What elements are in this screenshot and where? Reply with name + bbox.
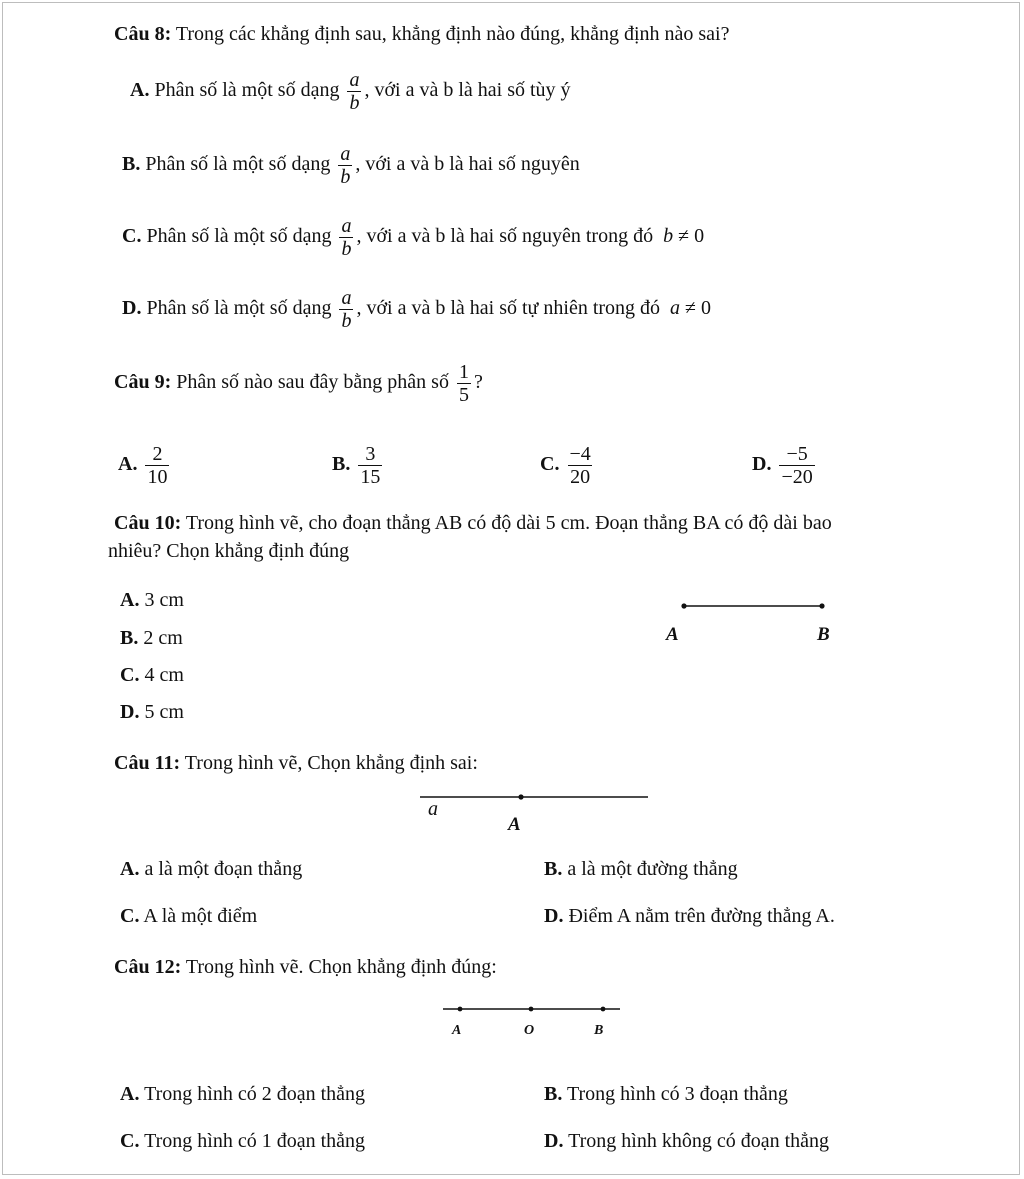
- point-a-label: A: [452, 1023, 462, 1038]
- condition-relation: ≠ 0: [678, 225, 705, 248]
- fraction-numerator: a: [341, 215, 352, 237]
- q12-option-b[interactable]: [544, 1082, 788, 1106]
- fraction-numerator: a: [340, 143, 351, 165]
- q11-option-d[interactable]: [544, 904, 835, 928]
- q12-question: [114, 955, 497, 979]
- q8-option-c-before: Phân số là một số dạng: [146, 225, 332, 248]
- point-o-label: O: [524, 1023, 535, 1038]
- fraction-denominator: b: [341, 238, 352, 260]
- point-b-dot: [601, 1007, 606, 1012]
- q10-text1: Trong hình vẽ, cho đoạn thẳng AB có độ dài 5 cm. Đoạn thẳng BA có độ dài bao: [185, 512, 832, 534]
- q12-option-d[interactable]: [544, 1129, 829, 1153]
- q10-option-d-text: 5 cm: [144, 701, 184, 723]
- fraction-numerator: −5: [786, 443, 808, 465]
- q12-option-a-text: Trong hình có 2 đoạn thẳng: [144, 1083, 366, 1105]
- point-b-label: B: [594, 1023, 604, 1038]
- point-o-dot: [529, 1007, 534, 1012]
- fraction-denominator: −20: [781, 466, 813, 488]
- q9-option-a-key: A.: [118, 453, 138, 476]
- q12-option-c[interactable]: [120, 1129, 365, 1153]
- fraction-numerator: a: [341, 287, 352, 309]
- q8-option-a-key: A.: [130, 79, 150, 102]
- fraction-denominator: b: [349, 92, 360, 114]
- q11-option-b-key: B.: [544, 858, 563, 880]
- condition-relation: ≠ 0: [685, 297, 712, 320]
- q8-text: Trong các khẳng định sau, khẳng định nào đúng, khẳng định nào sai?: [175, 23, 730, 45]
- fraction-denominator: b: [340, 166, 351, 188]
- q11-question: [114, 751, 478, 775]
- q10-label: Câu 10:: [114, 512, 182, 534]
- q9-text: Phân số nào sau đây bằng phân số: [176, 371, 449, 394]
- q8-option-b-after: , với a và b là hai số nguyên: [355, 153, 580, 176]
- fraction-numerator: 2: [152, 443, 163, 465]
- point-a-label: A: [666, 624, 679, 645]
- q8-option-a-before: Phân số là một số dạng: [154, 79, 340, 102]
- q12-option-c-key: C.: [120, 1130, 140, 1152]
- q9-label: Câu 9:: [114, 371, 172, 394]
- q11-option-a[interactable]: [120, 857, 302, 881]
- q10-option-b-key: B.: [120, 627, 139, 649]
- q11-option-c-key: C.: [120, 905, 140, 927]
- point-b-label: B: [817, 624, 830, 645]
- q12-option-a[interactable]: [120, 1082, 365, 1106]
- point-a-label: A: [508, 814, 521, 835]
- q12-option-d-key: D.: [544, 1130, 564, 1152]
- q12-option-b-text: Trong hình có 3 đoạn thẳng: [566, 1083, 788, 1105]
- point-a-dot: [458, 1007, 463, 1012]
- condition-variable: a: [670, 297, 681, 320]
- q11-option-b[interactable]: [544, 857, 738, 881]
- q10-option-c-text: 4 cm: [144, 664, 184, 686]
- q10-question-line2: nhiêu? Chọn khẳng định đúng: [108, 540, 350, 562]
- q11-text: Trong hình vẽ, Chọn khẳng định sai:: [184, 752, 478, 774]
- condition-variable: b: [663, 225, 674, 248]
- point-b-dot: [819, 603, 824, 608]
- fraction-denominator: 20: [570, 466, 591, 488]
- q9-option-c-key: C.: [540, 453, 560, 476]
- q9-option-b-key: B.: [332, 453, 351, 476]
- point-a-dot: [518, 794, 523, 799]
- line-a-label: a: [428, 798, 438, 820]
- q11-option-a-key: A.: [120, 858, 140, 880]
- q11-label: Câu 11:: [114, 752, 181, 774]
- q10-option-b-text: 2 cm: [143, 627, 183, 649]
- q11-option-b-text: a là một đường thẳng: [567, 858, 738, 880]
- q11-option-c-text: A là một điểm: [143, 905, 258, 927]
- q10-option-a-key: A.: [120, 589, 140, 611]
- q10-option-c-key: C.: [120, 664, 140, 686]
- q12-text: Trong hình vẽ. Chọn khẳng định đúng:: [185, 956, 497, 978]
- point-a-dot: [681, 603, 686, 608]
- fraction-denominator: 15: [360, 466, 381, 488]
- q12-option-a-key: A.: [120, 1083, 140, 1105]
- q8-option-c-key: C.: [122, 225, 142, 248]
- q9-end: ?: [473, 371, 483, 394]
- fraction-denominator: 5: [458, 384, 469, 406]
- q12-option-c-text: Trong hình có 1 đoạn thẳng: [144, 1130, 366, 1152]
- fraction-numerator: −4: [569, 443, 591, 465]
- q8-option-c-after: , với a và b là hai số nguyên trong đó: [356, 225, 654, 248]
- q8-label: Câu 8:: [114, 23, 172, 45]
- q8-option-a-after: , với a và b là hai số tùy ý: [364, 79, 571, 102]
- fraction-denominator: 10: [147, 466, 168, 488]
- q8-option-b-key: B.: [122, 153, 141, 176]
- fraction-numerator: 1: [458, 361, 469, 383]
- q10-option-a-text: 3 cm: [144, 589, 184, 611]
- fraction-numerator: 3: [365, 443, 376, 465]
- q8-option-d-after: , với a và b là hai số tự nhiên trong đó: [356, 297, 661, 320]
- q8-option-d-key: D.: [122, 297, 142, 320]
- q8-option-b-before: Phân số là một số dạng: [145, 153, 331, 176]
- q9-option-d-key: D.: [752, 453, 772, 476]
- q11-option-c[interactable]: [120, 904, 257, 928]
- q12-label: Câu 12:: [114, 956, 182, 978]
- q11-option-d-text: Điểm A nằm trên đường thẳng A.: [568, 905, 835, 927]
- q11-option-a-text: a là một đoạn thẳng: [144, 858, 303, 880]
- q10-option-d-key: D.: [120, 701, 140, 723]
- fraction-numerator: a: [349, 69, 360, 91]
- q12-option-d-text: Trong hình không có đoạn thẳng: [568, 1130, 830, 1152]
- q11-option-d-key: D.: [544, 905, 564, 927]
- q12-option-b-key: B.: [544, 1083, 563, 1105]
- fraction-denominator: b: [341, 310, 352, 332]
- q8-option-d-before: Phân số là một số dạng: [146, 297, 332, 320]
